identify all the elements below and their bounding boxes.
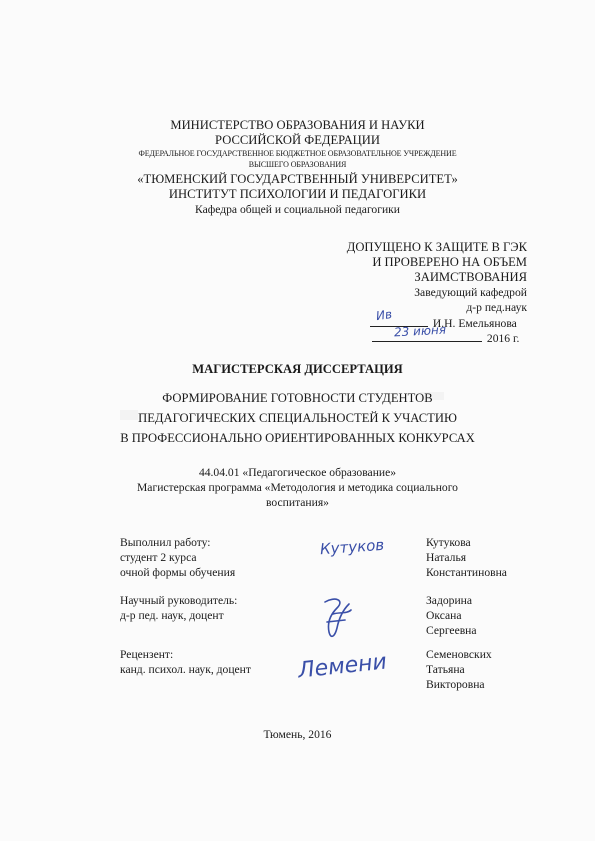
thesis-title-line-2: ПЕДАГОГИЧЕСКИХ СПЕЦИАЛЬНОСТЕЙ К УЧАСТИЮ	[138, 411, 457, 425]
program-code: 44.04.01 «Педагогическое образование»	[198, 466, 397, 479]
author-label-1: Выполнил работу:	[120, 536, 211, 549]
program-name-line-2: воспитания»	[266, 496, 329, 509]
reviewer-label-2: канд. психол. наук, доцент	[120, 663, 251, 676]
supervisor-label-1: Научный руководитель:	[120, 594, 238, 607]
supervisor-surname: Задорина	[426, 594, 473, 607]
institution-type-line-2: ВЫСШЕГО ОБРАЗОВАНИЯ	[248, 160, 347, 169]
institute-name: ИНСТИТУТ ПСИХОЛОГИИ И ПЕДАГОГИКИ	[168, 187, 427, 201]
supervisor-signature-icon	[305, 592, 365, 644]
ministry-line-2: РОССИЙСКОЙ ФЕДЕРАЦИИ	[215, 133, 380, 147]
author-label-3: очной формы обучения	[120, 566, 236, 579]
reviewer-signature: Лемени	[296, 649, 388, 684]
reviewer-surname: Семеновских	[426, 648, 492, 661]
author-surname: Кутукова	[426, 536, 471, 549]
author-signature: Кутуков	[319, 535, 385, 559]
university-name: «ТЮМЕНСКИЙ ГОСУДАРСТВЕННЫЙ УНИВЕРСИТЕТ»	[137, 172, 458, 186]
reviewer-patronymic: Викторовна	[426, 678, 485, 691]
ministry-line-1: МИНИСТЕРСТВО ОБРАЗОВАНИЯ И НАУКИ	[170, 118, 425, 132]
approval-head-title: Заведующий кафедрой	[414, 286, 527, 299]
date-line	[372, 322, 482, 342]
approval-line-1: ДОПУЩЕНО К ЗАЩИТЕ В ГЭК	[346, 240, 527, 254]
author-patronymic: Константиновна	[426, 566, 507, 579]
reviewer-label-1: Рецензент:	[120, 648, 174, 661]
department-name: Кафедра общей и социальной педагогики	[194, 203, 401, 216]
approval-line-2: И ПРОВЕРЕНО НА ОБЪЕМ	[372, 255, 527, 269]
supervisor-label-2: д-р пед. наук, доцент	[120, 609, 224, 622]
approval-degree: д-р пед.наук	[466, 301, 527, 314]
approval-year: 2016 г.	[486, 332, 520, 345]
handwritten-date: 23 июня	[393, 322, 447, 340]
approval-line-3: ЗАИМСТВОВАНИЯ	[414, 270, 527, 284]
author-first-name: Наталья	[426, 551, 467, 564]
program-name-line-1: Магистерская программа «Методология и методика социального	[137, 481, 458, 494]
handwritten-signature: Ив	[375, 306, 393, 324]
author-label-2: студент 2 курса	[120, 551, 197, 564]
supervisor-first-name: Оксана	[426, 609, 462, 622]
place-and-year: Тюмень, 2016	[263, 728, 332, 741]
thesis-title-line-3: В ПРОФЕССИОНАЛЬНО ОРИЕНТИРОВАННЫХ КОНКУРСАХ	[120, 431, 475, 445]
reviewer-first-name: Татьяна	[426, 663, 465, 676]
thesis-title-line-1: ФОРМИРОВАНИЕ ГОТОВНОСТИ СТУДЕНТОВ	[162, 391, 433, 405]
supervisor-patronymic: Сергеевна	[426, 624, 477, 637]
document-type: МАГИСТЕРСКАЯ ДИССЕРТАЦИЯ	[192, 362, 403, 376]
approval-head-name: И.Н. Емельянова	[432, 317, 517, 330]
institution-type-line: ФЕДЕРАЛЬНОЕ ГОСУДАРСТВЕННОЕ БЮДЖЕТНОЕ ОБРАЗОВАТЕЛЬНОЕ УЧРЕЖДЕНИЕ	[138, 149, 457, 158]
